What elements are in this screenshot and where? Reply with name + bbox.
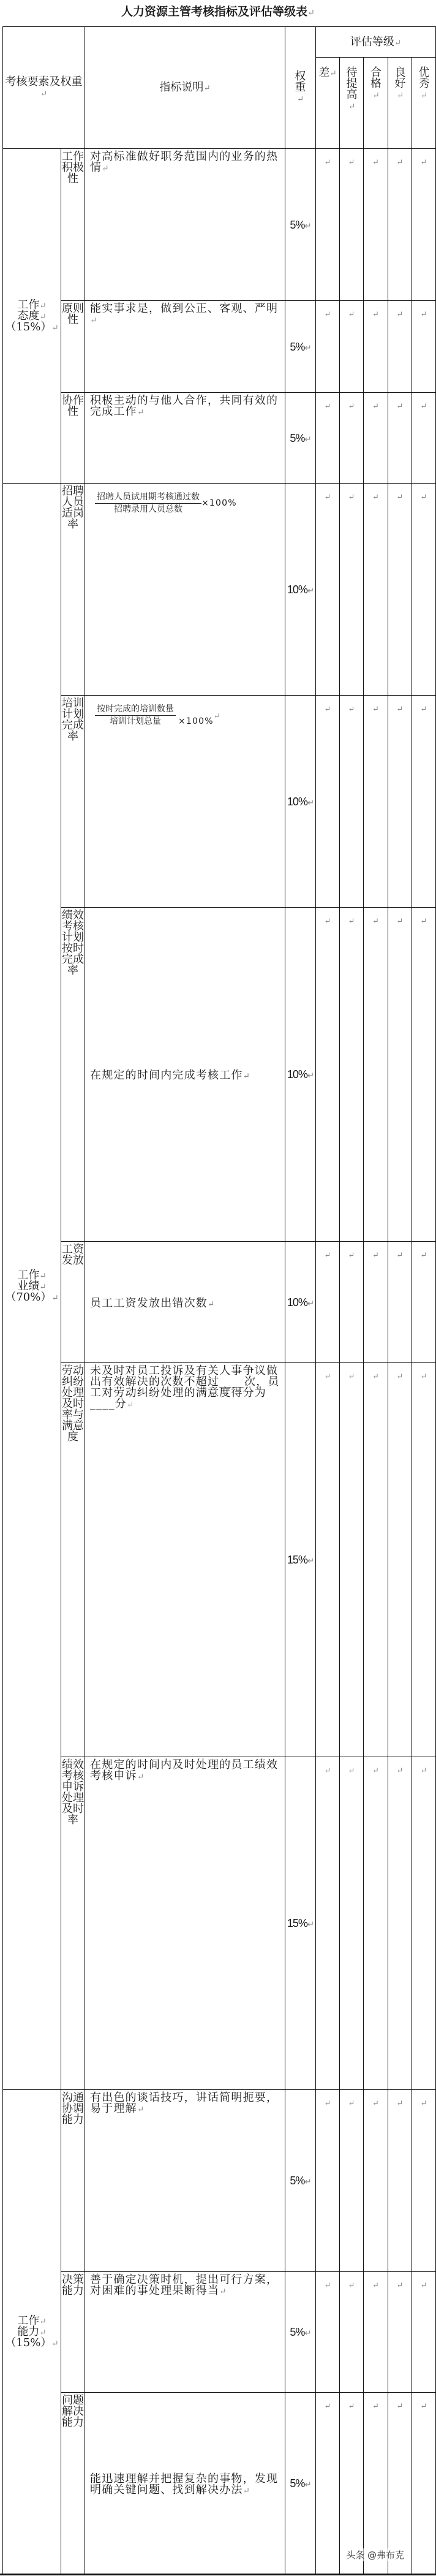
- paragraph-mark-icon: ↵: [296, 94, 304, 104]
- item-label: 绩效考核计划按时完成率: [62, 909, 84, 977]
- rating-cell-excellent[interactable]: [412, 1757, 436, 2090]
- numerator: 按时完成的培训数量: [95, 704, 176, 716]
- level-label: 差: [318, 66, 330, 79]
- rating-cell-excellent[interactable]: [412, 393, 436, 484]
- category-work-ability: [3, 2090, 61, 2574]
- paragraph-mark-icon: ↵: [137, 408, 145, 417]
- paragraph-mark-icon: ↵: [396, 1251, 404, 1260]
- paragraph-mark-icon: ↵: [348, 1372, 355, 1381]
- rating-cell-poor[interactable]: [316, 1757, 340, 2090]
- weight-value: 15%: [287, 1917, 307, 1929]
- paragraph-mark-icon: ↵: [396, 917, 404, 926]
- item-label: 协作性: [62, 394, 84, 418]
- paragraph-mark-icon: ↵: [329, 69, 337, 78]
- paragraph-mark-icon: ↵: [348, 158, 355, 167]
- paragraph-mark-icon: ↵: [324, 705, 331, 714]
- rating-cell-qualified[interactable]: [364, 2393, 388, 2574]
- rating-cell-needs-improvement[interactable]: [340, 1363, 364, 1757]
- rating-cell-qualified[interactable]: [364, 1242, 388, 1363]
- item-description: [85, 2272, 285, 2393]
- paragraph-mark-icon: ↵: [39, 1282, 47, 1292]
- item-weight: [285, 484, 316, 696]
- paragraph-mark-icon: ↵: [39, 2327, 47, 2338]
- document-title-text: 人力资源主管考核指标及评估等级表: [121, 5, 308, 18]
- description-text: 在规定的时间内完成考核工作: [90, 1069, 243, 1082]
- rating-cell-needs-improvement[interactable]: [340, 2090, 364, 2272]
- rating-cell-good[interactable]: [388, 1242, 412, 1363]
- item-weight: [285, 2090, 316, 2272]
- description-text: 积极主动的与他人合作，共同有效的完成工作: [90, 394, 279, 418]
- item-name: [61, 1757, 85, 2090]
- paragraph-mark-icon: ↵: [137, 2105, 145, 2114]
- paragraph-mark-icon: ↵: [348, 1251, 355, 1260]
- paragraph-mark-icon: ↵: [372, 2402, 379, 2411]
- table-row: [3, 908, 436, 1242]
- header-level-excellent: [412, 58, 436, 149]
- item-name: [61, 1363, 85, 1757]
- category-label: 能力: [17, 2325, 40, 2338]
- rating-cell-poor[interactable]: [316, 484, 340, 696]
- paragraph-mark-icon: ↵: [39, 2316, 47, 2327]
- paragraph-mark-icon: ↵: [348, 493, 355, 502]
- weight-value: 10%: [287, 1296, 307, 1309]
- paragraph-mark-icon: ↵: [372, 705, 379, 714]
- paragraph-mark-icon: ↵: [324, 917, 331, 926]
- item-description: [85, 1242, 285, 1363]
- item-name: [61, 484, 85, 696]
- paragraph-mark-icon: ↵: [396, 402, 404, 411]
- rating-cell-needs-improvement[interactable]: [340, 1242, 364, 1363]
- rating-cell-qualified[interactable]: [364, 908, 388, 1242]
- paragraph-mark-icon: ↵: [40, 89, 48, 99]
- item-name: [61, 908, 85, 1242]
- item-description: [85, 301, 285, 393]
- weight-value: 15%: [287, 1554, 307, 1566]
- description-text: 员工工资发放出错次数: [90, 1296, 208, 1310]
- paragraph-mark-icon: ↵: [307, 8, 315, 18]
- rating-cell-good[interactable]: [388, 149, 412, 301]
- weight-value: 5%: [290, 2477, 305, 2490]
- rating-cell-poor[interactable]: [316, 2090, 340, 2272]
- paragraph-mark-icon: ↵: [396, 158, 404, 167]
- weight-value: 5%: [290, 431, 305, 444]
- item-weight: [285, 2272, 316, 2393]
- paragraph-mark-icon: ↵: [324, 2281, 331, 2290]
- item-name: [61, 393, 85, 484]
- paragraph-mark-icon: ↵: [39, 1271, 47, 1281]
- paragraph-mark-icon: ↵: [242, 1071, 251, 1081]
- formula-block: [90, 698, 281, 727]
- paragraph-mark-icon: ↵: [324, 1251, 331, 1260]
- item-label: 培训计划完成率: [62, 697, 84, 743]
- paragraph-mark-icon: ↵: [372, 2099, 379, 2108]
- item-label: 绩效考核申诉处理及时率: [62, 1758, 84, 1826]
- level-label: 良好: [394, 66, 406, 90]
- item-name: [61, 149, 85, 301]
- paragraph-mark-icon: ↵: [396, 1372, 404, 1381]
- table-row: [3, 1363, 436, 1757]
- level-label: 优秀: [418, 66, 430, 90]
- rating-cell-good[interactable]: [388, 696, 412, 908]
- rating-cell-good[interactable]: [388, 2090, 412, 2272]
- paragraph-mark-icon: ↵: [348, 2402, 355, 2411]
- item-name: [61, 301, 85, 393]
- item-weight: [285, 149, 316, 301]
- paragraph-mark-icon: ↵: [39, 300, 47, 311]
- rating-cell-good[interactable]: [388, 1363, 412, 1757]
- paragraph-mark-icon: ↵: [420, 493, 427, 502]
- table-row: [3, 2090, 436, 2272]
- paragraph-mark-icon: ↵: [324, 2402, 331, 2411]
- item-weight: [285, 301, 316, 393]
- assessment-table: [2, 26, 436, 2574]
- numerator: 招聘人员试用期考核通过数: [95, 492, 201, 504]
- category-label: 业绩: [17, 1280, 40, 1293]
- paragraph-mark-icon: ↵: [396, 2281, 404, 2290]
- paragraph-mark-icon: ↵: [420, 2402, 427, 2411]
- item-label: 原则性: [62, 302, 84, 326]
- rating-cell-needs-improvement[interactable]: [340, 393, 364, 484]
- header-category: [3, 27, 85, 149]
- paragraph-mark-icon: ↵: [208, 1299, 216, 1309]
- paragraph-mark-icon: ↵: [420, 310, 427, 319]
- paragraph-mark-icon: ↵: [420, 1372, 427, 1381]
- category-label: 态度: [17, 309, 40, 322]
- item-name: [61, 2090, 85, 2272]
- paragraph-mark-icon: ↵: [348, 402, 355, 411]
- category-line: [3, 2338, 61, 2349]
- paragraph-mark-icon: ↵: [307, 585, 314, 595]
- paragraph-mark-icon: ↵: [396, 310, 404, 319]
- item-name: [61, 2393, 85, 2574]
- table-row: [3, 696, 436, 908]
- formula-block: [90, 486, 281, 515]
- paragraph-mark-icon: ↵: [324, 158, 331, 167]
- item-label: 工作积极性: [62, 150, 84, 185]
- rating-cell-good[interactable]: [388, 484, 412, 696]
- denominator: 培训计划总量: [110, 716, 161, 726]
- rating-cell-qualified[interactable]: [364, 149, 388, 301]
- paragraph-mark-icon: ↵: [372, 402, 379, 411]
- weight-value: 5%: [290, 2175, 305, 2187]
- item-description: [85, 393, 285, 484]
- rating-cell-needs-improvement[interactable]: [340, 149, 364, 301]
- paragraph-mark-icon: ↵: [372, 1251, 379, 1260]
- description-text: 善于确定决策时机，提出可行方案，对困难的事处理果断得当: [90, 2273, 279, 2297]
- paragraph-mark-icon: ↵: [420, 158, 427, 167]
- header-category-label: 考核要素及权重: [5, 75, 83, 88]
- rating-cell-good[interactable]: [388, 301, 412, 393]
- paragraph-mark-icon: ↵: [324, 493, 331, 502]
- rating-cell-needs-improvement[interactable]: [340, 301, 364, 393]
- item-formula: [85, 696, 285, 908]
- item-label: 问题解决能力: [62, 2394, 84, 2429]
- header-level-qualified: [364, 58, 388, 149]
- item-label: 沟通协调能力: [62, 2091, 84, 2126]
- rating-cell-good[interactable]: [388, 1757, 412, 2090]
- table-row: [3, 2393, 436, 2574]
- paragraph-mark-icon: ↵: [219, 2287, 227, 2297]
- fraction: [95, 492, 201, 515]
- paragraph-mark-icon: ↵: [324, 402, 331, 411]
- item-label: 决策能力: [62, 2273, 84, 2297]
- paragraph-mark-icon: ↵: [420, 917, 427, 926]
- rating-cell-excellent[interactable]: [412, 1242, 436, 1363]
- paragraph-mark-icon: ↵: [304, 221, 311, 230]
- category-line: [3, 322, 61, 333]
- description-text: 能实事求是，做到公正、客观、严明: [90, 302, 279, 315]
- page-bottom-rule: [0, 2574, 436, 2575]
- header-rating-group-label: 评估等级: [350, 35, 394, 48]
- rating-cell-qualified[interactable]: [364, 1363, 388, 1757]
- paragraph-mark-icon: ↵: [396, 493, 404, 502]
- paragraph-mark-icon: ↵: [51, 1293, 59, 1303]
- paragraph-mark-icon: ↵: [372, 2281, 379, 2290]
- paragraph-mark-icon: ↵: [307, 1920, 314, 1929]
- paragraph-mark-icon: ↵: [137, 1772, 145, 1782]
- paragraph-mark-icon: ↵: [372, 158, 379, 167]
- rating-cell-qualified[interactable]: [364, 696, 388, 908]
- paragraph-mark-icon: ↵: [420, 2099, 427, 2108]
- rating-cell-excellent[interactable]: [412, 1363, 436, 1757]
- level-label: 待提高: [346, 66, 358, 101]
- paragraph-mark-icon: ↵: [324, 310, 331, 319]
- header-level-poor: [316, 58, 340, 149]
- item-description: [85, 149, 285, 301]
- rating-cell-excellent[interactable]: [412, 2272, 436, 2393]
- category-work-attitude: [3, 149, 61, 484]
- denominator: 招聘录用人员总数: [114, 504, 182, 514]
- category-label: 工作: [17, 1269, 40, 1282]
- level-label: 合格: [370, 66, 382, 90]
- rating-cell-excellent[interactable]: [412, 908, 436, 1242]
- paragraph-mark-icon: ↵: [51, 2338, 59, 2349]
- paragraph-mark-icon: ↵: [348, 2099, 355, 2108]
- item-name: [61, 1242, 85, 1363]
- paragraph-mark-icon: ↵: [372, 917, 379, 926]
- rating-cell-excellent[interactable]: [412, 149, 436, 301]
- paragraph-mark-icon: ↵: [420, 2281, 427, 2290]
- rating-cell-excellent[interactable]: [412, 2090, 436, 2272]
- item-weight: [285, 908, 316, 1242]
- category-weight: （15%）: [5, 320, 52, 333]
- document-title: [0, 2, 436, 19]
- paragraph-mark-icon: ↵: [307, 797, 314, 807]
- rating-cell-poor[interactable]: [316, 2393, 340, 2574]
- paragraph-mark-icon: ↵: [372, 310, 379, 319]
- rating-cell-excellent[interactable]: [412, 2393, 436, 2574]
- paragraph-mark-icon: ↵: [396, 1766, 404, 1776]
- table-row: [3, 484, 436, 696]
- paragraph-mark-icon: ↵: [420, 705, 427, 714]
- item-description: [85, 1363, 285, 1757]
- item-name: [61, 696, 85, 908]
- rating-cell-poor[interactable]: [316, 908, 340, 1242]
- rating-cell-needs-improvement[interactable]: [340, 1757, 364, 2090]
- multiplier: ×100%: [178, 716, 214, 726]
- category-label: 工作: [17, 2314, 40, 2327]
- item-label: 劳动纠纷处理及时率与满意度: [62, 1364, 84, 1443]
- rating-cell-qualified[interactable]: [364, 2090, 388, 2272]
- rating-cell-excellent[interactable]: [412, 301, 436, 393]
- paragraph-mark-icon: ↵: [304, 2328, 311, 2338]
- item-formula: [85, 484, 285, 696]
- paragraph-mark-icon: ↵: [203, 83, 211, 93]
- category-label: 工作: [17, 298, 40, 311]
- header-row-top: [3, 27, 436, 58]
- item-description: [85, 908, 285, 1242]
- rating-cell-poor[interactable]: [316, 2272, 340, 2393]
- table-row: [3, 2272, 436, 2393]
- header-level-needs-improvement: [340, 58, 364, 149]
- paragraph-mark-icon: ↵: [242, 2485, 251, 2496]
- table-row: [3, 1757, 436, 2090]
- paragraph-mark-icon: ↵: [372, 493, 379, 502]
- rating-cell-excellent[interactable]: [412, 696, 436, 908]
- rating-cell-qualified[interactable]: [364, 484, 388, 696]
- paragraph-mark-icon: ↵: [420, 1766, 427, 1776]
- paragraph-mark-icon: ↵: [396, 2099, 404, 2108]
- rating-cell-good[interactable]: [388, 908, 412, 1242]
- paragraph-mark-icon: ↵: [396, 2402, 404, 2411]
- paragraph-mark-icon: ↵: [396, 705, 404, 714]
- header-weight: [285, 27, 316, 149]
- item-description: [85, 2090, 285, 2272]
- paragraph-mark-icon: ↵: [307, 1298, 314, 1308]
- table-row: [3, 301, 436, 393]
- rating-cell-poor[interactable]: [316, 301, 340, 393]
- weight-value: 5%: [290, 2326, 305, 2338]
- rating-cell-good[interactable]: [388, 2272, 412, 2393]
- paragraph-mark-icon: ↵: [127, 1400, 135, 1410]
- paragraph-mark-icon: ↵: [348, 102, 356, 112]
- paragraph-mark-icon: ↵: [304, 2177, 311, 2186]
- paragraph-mark-icon: ↵: [372, 91, 380, 101]
- paragraph-mark-icon: ↵: [348, 310, 355, 319]
- paragraph-mark-icon: ↵: [307, 1071, 314, 1080]
- item-label: 招聘人员适岗率: [62, 485, 84, 531]
- paragraph-mark-icon: ↵: [420, 1251, 427, 1260]
- paragraph-mark-icon: ↵: [39, 311, 47, 322]
- description-text: 未及时对员工投诉及有关人事争议做出有效解决的次数不超过____次，员工对劳动纠纷处理的满意度得分为____分: [90, 1364, 280, 1410]
- rating-cell-good[interactable]: [388, 393, 412, 484]
- description-text: 有出色的谈话技巧，讲话简明扼要，易于理解: [90, 2091, 279, 2115]
- rating-cell-poor[interactable]: [316, 1363, 340, 1757]
- paragraph-mark-icon: ↵: [324, 1372, 331, 1381]
- table-row: [3, 1242, 436, 1363]
- paragraph-mark-icon: ↵: [348, 917, 355, 926]
- weight-value: 5%: [290, 340, 305, 353]
- paragraph-mark-icon: ↵: [51, 322, 59, 333]
- item-description: [85, 2393, 285, 2574]
- item-weight: [285, 1242, 316, 1363]
- table-row: [3, 149, 436, 301]
- paragraph-mark-icon: ↵: [394, 37, 402, 48]
- item-weight: [285, 393, 316, 484]
- paragraph-mark-icon: ↵: [304, 343, 311, 352]
- rating-cell-poor[interactable]: [316, 393, 340, 484]
- weight-value: 10%: [287, 795, 307, 808]
- weight-value: 10%: [287, 1068, 307, 1081]
- paragraph-mark-icon: ↵: [348, 1766, 355, 1776]
- rating-cell-poor[interactable]: [316, 1242, 340, 1363]
- paragraph-mark-icon: ↵: [213, 711, 222, 721]
- item-weight: [285, 1757, 316, 2090]
- rating-cell-needs-improvement[interactable]: [340, 484, 364, 696]
- description-text: 对高标准做好职务范围内的业务的热情: [90, 150, 279, 174]
- category-work-performance: [3, 484, 61, 2090]
- paragraph-mark-icon: ↵: [372, 1372, 379, 1381]
- weight-value: 5%: [290, 218, 305, 231]
- paragraph-mark-icon: ↵: [324, 1766, 331, 1776]
- description-text: 在规定的时间内及时处理的员工绩效考核申诉: [90, 1758, 279, 1782]
- header-weight-label: 权重: [295, 70, 306, 94]
- paragraph-mark-icon: ↵: [348, 2281, 355, 2290]
- rating-cell-needs-improvement[interactable]: [340, 696, 364, 908]
- rating-cell-good[interactable]: [388, 2393, 412, 2574]
- header-description: [85, 27, 285, 149]
- category-line: [3, 1292, 61, 1303]
- rating-cell-needs-improvement[interactable]: [340, 2393, 364, 2574]
- rating-cell-needs-improvement[interactable]: [340, 908, 364, 1242]
- paragraph-mark-icon: ↵: [304, 434, 311, 444]
- header-rating-group: [316, 27, 436, 58]
- rating-cell-qualified[interactable]: [364, 2272, 388, 2393]
- paragraph-mark-icon: ↵: [348, 705, 355, 714]
- item-label: 工资发放: [62, 1243, 84, 1267]
- rating-cell-poor[interactable]: [316, 696, 340, 908]
- description-text: 能迅速理解并把握复杂的事物，发现明确关键问题、找到解决办法: [90, 2472, 279, 2496]
- header-level-good: [388, 58, 412, 149]
- multiplier: ×100%: [201, 498, 237, 508]
- rating-cell-poor[interactable]: [316, 149, 340, 301]
- fraction: [95, 704, 176, 727]
- item-weight: [285, 696, 316, 908]
- rating-cell-qualified[interactable]: [364, 301, 388, 393]
- table-row: [3, 393, 436, 484]
- paragraph-mark-icon: ↵: [90, 316, 98, 325]
- paragraph-mark-icon: ↵: [420, 91, 428, 101]
- watermark: 头条 @弗布克: [346, 2550, 404, 2561]
- rating-cell-needs-improvement[interactable]: [340, 2272, 364, 2393]
- paragraph-mark-icon: ↵: [304, 2479, 311, 2489]
- category-weight: （15%）: [5, 2336, 52, 2349]
- item-weight: [285, 2393, 316, 2574]
- paragraph-mark-icon: ↵: [396, 91, 404, 101]
- paragraph-mark-icon: ↵: [307, 1556, 314, 1565]
- rating-cell-qualified[interactable]: [364, 1757, 388, 2090]
- item-description: [85, 1757, 285, 2090]
- paragraph-mark-icon: ↵: [102, 164, 110, 173]
- paragraph-mark-icon: ↵: [324, 2099, 331, 2108]
- rating-cell-excellent[interactable]: [412, 484, 436, 696]
- rating-cell-qualified[interactable]: [364, 393, 388, 484]
- weight-value: 10%: [287, 583, 307, 596]
- item-weight: [285, 1363, 316, 1757]
- paragraph-mark-icon: ↵: [420, 402, 427, 411]
- category-weight: （70%）: [5, 1291, 52, 1304]
- item-name: [61, 2272, 85, 2393]
- header-description-label: 指标说明: [159, 81, 204, 94]
- paragraph-mark-icon: ↵: [372, 1766, 379, 1776]
